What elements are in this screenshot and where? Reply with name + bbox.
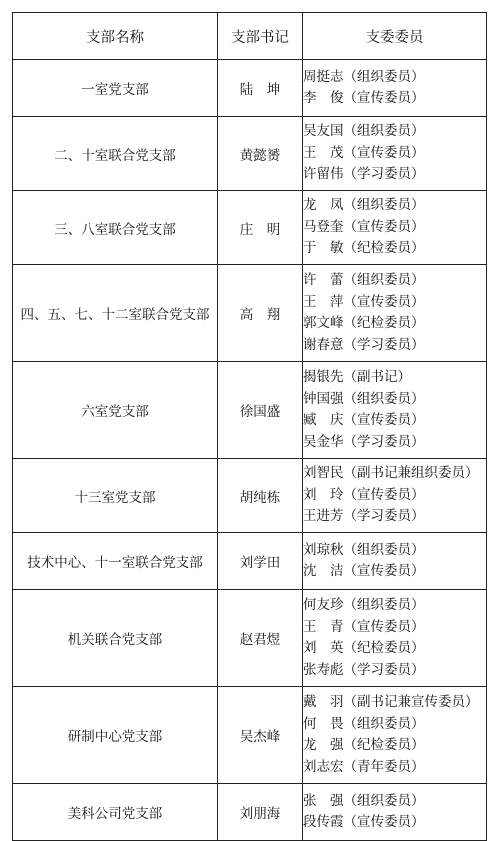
table-row <box>13 590 487 687</box>
committee-member: 于 敏（纪检委员） <box>303 240 425 257</box>
committee-members <box>303 590 487 687</box>
committee-members <box>303 191 487 265</box>
committee-member: 龙 凤（组织委员） <box>303 197 425 214</box>
committee-members <box>303 362 487 459</box>
branch-secretary: 高 翔 <box>218 265 303 362</box>
committee-member: 吴友国（组织委员） <box>303 123 425 140</box>
table-row <box>13 191 487 265</box>
table-row <box>13 533 487 590</box>
committee-members <box>303 459 487 533</box>
committee-member: 王 青（宣传委员） <box>303 618 425 635</box>
committee-member: 刘 玲（宣传委员） <box>303 486 425 503</box>
branch-secretary: 刘朋海 <box>218 784 303 841</box>
committee-member: 张寿彪（学习委员） <box>303 661 425 678</box>
branch-secretary: 黄懿赟 <box>218 117 303 191</box>
branch-secretary: 胡纯栋 <box>218 459 303 533</box>
table-row <box>13 265 487 362</box>
committee-member: 刘智民（副书记兼组织委员） <box>303 465 479 482</box>
header-branch-name: 支部名称 <box>13 13 218 60</box>
table-row <box>13 60 487 117</box>
table-row <box>13 459 487 533</box>
branch-secretary: 陆 坤 <box>218 60 303 117</box>
table-row <box>13 362 487 459</box>
committee-member: 许留伟（学习委员） <box>303 166 425 183</box>
committee-member: 许 蕾（组织委员） <box>303 272 425 288</box>
branch-name: 六室党支部 <box>13 362 218 459</box>
branch-name: 三、八室联合党支部 <box>13 191 218 265</box>
branch-secretary: 庄 明 <box>218 191 303 265</box>
committee-member: 臧 庆（宣传委员） <box>303 412 425 428</box>
committee-member: 钟国强（组织委员） <box>303 390 425 407</box>
branch-secretary: 刘学田 <box>218 533 303 590</box>
committee-member: 王进芳（学习委员） <box>303 508 425 525</box>
header-row <box>13 13 487 60</box>
committee-member: 揭银先（副书记） <box>303 369 411 385</box>
branch-name: 四、五、七、十二室联合党支部 <box>13 265 218 362</box>
committee-member: 谢春意（学习委员） <box>303 336 425 353</box>
committee-member: 龙 强（纪检委员） <box>303 737 425 753</box>
branch-name: 机关联合党支部 <box>13 590 218 687</box>
branch-name: 一室党支部 <box>13 60 218 117</box>
committee-member: 刘 英（纪检委员） <box>303 640 425 656</box>
committee-members <box>303 784 487 841</box>
header-committee-members: 支委委员 <box>303 13 487 60</box>
committee-member: 王 茂（宣传委员） <box>303 144 425 161</box>
committee-member: 刘琼秋（组织委员） <box>303 541 425 558</box>
branch-secretary: 赵君煜 <box>218 590 303 687</box>
branch-name: 十三室党支部 <box>13 459 218 533</box>
committee-member: 段传霞（宣传委员） <box>303 814 425 830</box>
committee-members <box>303 265 487 362</box>
committee-members <box>303 533 487 590</box>
committee-member: 沈 洁（宣传委员） <box>303 563 425 579</box>
committee-member: 戴 羽（副书记兼宣传委员） <box>303 694 479 710</box>
branch-secretary: 徐国盛 <box>218 362 303 459</box>
branch-name: 美科公司党支部 <box>13 784 218 841</box>
branch-secretary: 吴杰峰 <box>218 687 303 784</box>
committee-members <box>303 60 487 117</box>
table-row <box>13 687 487 784</box>
branch-name: 二、十室联合党支部 <box>13 117 218 191</box>
committee-members <box>303 687 487 784</box>
committee-member: 周挺志（组织委员） <box>303 68 425 85</box>
committee-member: 李 俊（宣传委员） <box>303 90 425 106</box>
committee-member: 郭文峰（纪检委员） <box>303 315 425 331</box>
committee-member: 何 畏（组织委员） <box>303 715 425 732</box>
branch-name: 技术中心、十一室联合党支部 <box>13 533 218 590</box>
table-row <box>13 784 487 841</box>
header-branch-secretary: 支部书记 <box>218 13 303 60</box>
committee-members <box>303 117 487 191</box>
branch-name: 研制中心党支部 <box>13 687 218 784</box>
table-body <box>13 60 487 841</box>
committee-member: 刘志宏（青年委员） <box>303 758 425 775</box>
committee-member: 王 萍（宣传委员） <box>303 293 425 310</box>
committee-member: 张 强（组织委员） <box>303 792 425 809</box>
table-row <box>13 117 487 191</box>
party-branch-table <box>12 12 487 841</box>
committee-member: 吴金华（学习委员） <box>303 433 425 450</box>
committee-member: 何友珍（组织委员） <box>303 597 425 613</box>
committee-member: 马登奎（宣传委员） <box>303 218 425 235</box>
